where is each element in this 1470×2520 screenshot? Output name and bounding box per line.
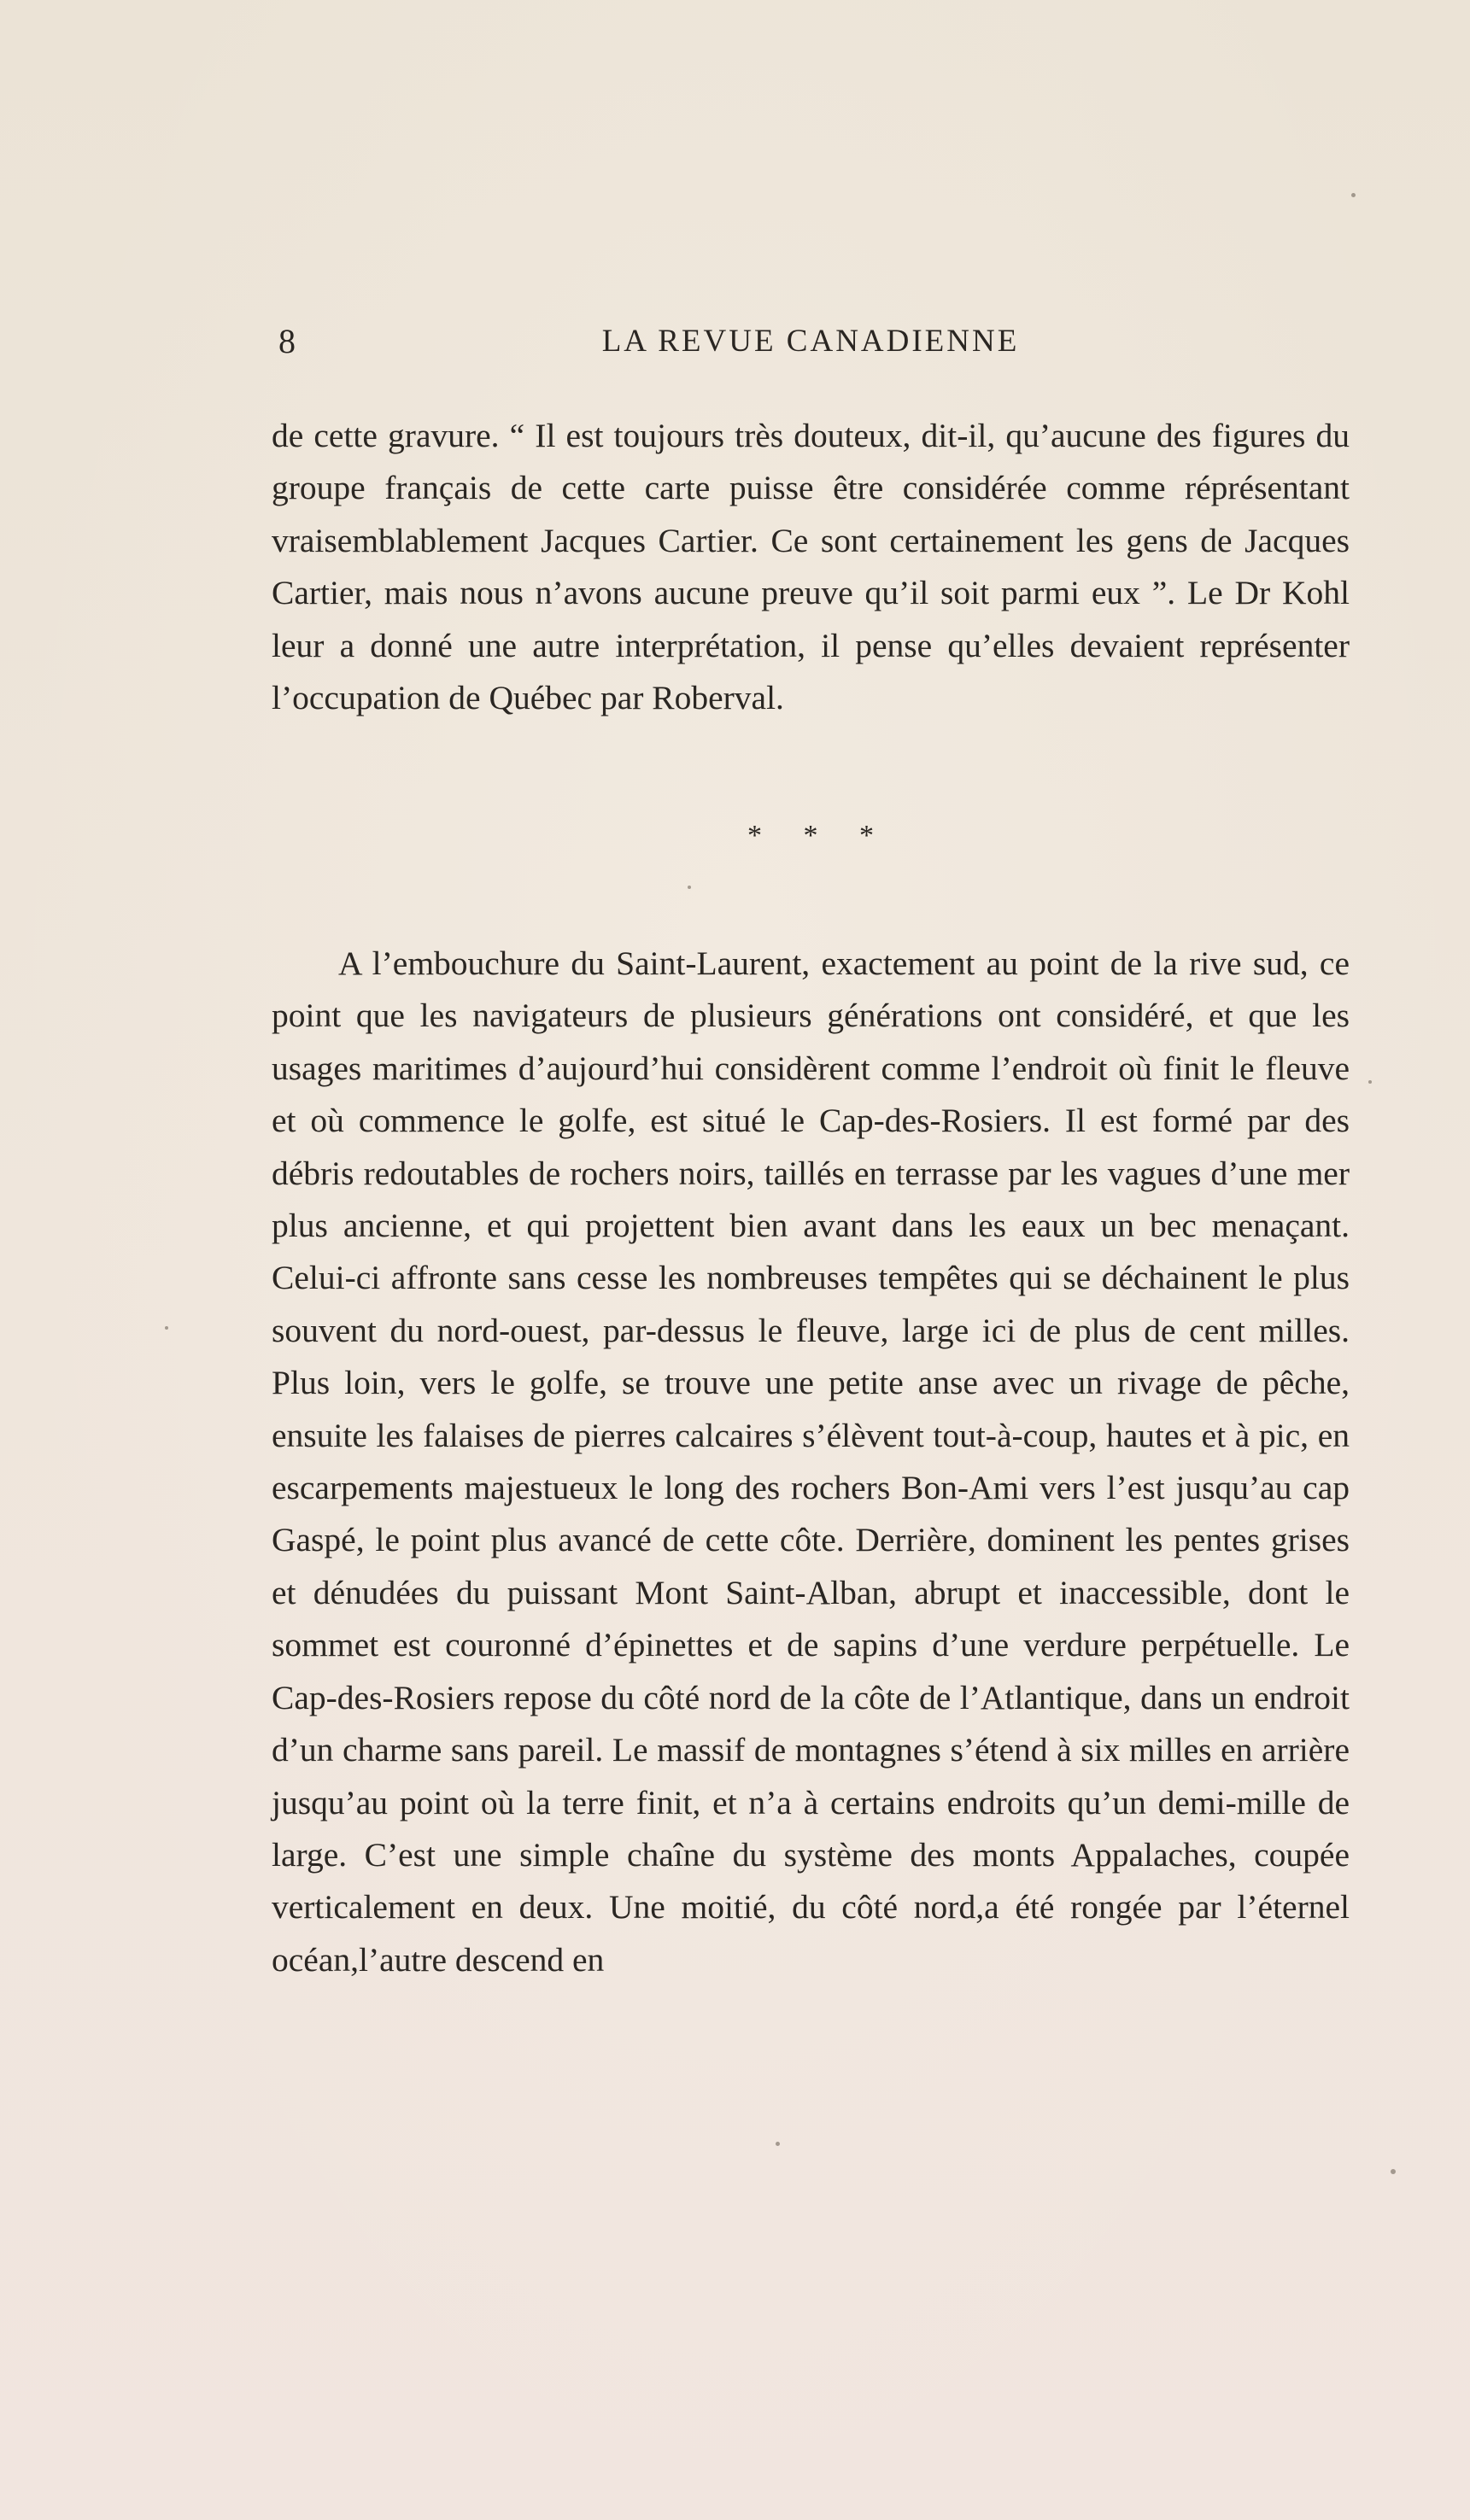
- section-separator: * * *: [747, 820, 891, 851]
- journal-title: LA REVUE CANADIENNE: [601, 324, 1020, 359]
- body-paragraph-2: [272, 938, 1350, 1986]
- paper-speck: [165, 1326, 168, 1330]
- paper-speck: [688, 886, 691, 889]
- paper-speck: [1391, 2169, 1396, 2174]
- paper-speck: [1351, 193, 1356, 197]
- paper-speck: [776, 2142, 780, 2146]
- paper-speck: [1368, 1080, 1372, 1084]
- paragraph-text: de cette gravure. “ Il est toujours très douteux, dit-il, qu’aucune des figures du groupe français de cette carte puisse être considérée comme réprésentant vraisemblablement Jacques Cartier. Ce sont certainement les gens de Jacques Cartier, mais nous n’avons aucune preuve qu’il soit parmi eux ”. Le Dr Kohl leur a donné une autre interprétation, il pense qu’elles devaient représenter l’occupation de Québec par Roberval.: [272, 417, 1350, 717]
- running-head: [272, 321, 1350, 365]
- body-paragraph-1: [272, 410, 1350, 724]
- paragraph-text: A l’embouchure du Saint-Laurent, exactement au point de la rive sud, ce point que les navigateurs de plusieurs générations ont considéré, et que les usages maritimes d’aujourd’hui considèrent comme l’endroit où finit le fleuve et où commence le golfe, est situé le Cap-des-Rosiers. Il est formé par des débris redoutables de rochers noirs, taillés en terrasse par les vagues d’une mer plus ancienne, et qui projettent bien avant dans les eaux un bec menaçant. Celui-ci affronte sans cesse les nombreuses tempêtes qui se déchainent le plus souvent du nord-ouest, par-dessus le fleuve, large ici de plus de cent milles. Plus loin, vers le golfe, se trouve une petite anse avec un rivage de pêche, ensuite les falaises de pierres calcaires s’élèvent tout-à-coup, hautes et à pic, en escarpements majestueux le long des rochers Bon-Ami vers l’est jusqu’au cap Gaspé, le point plus avancé de cette côte. Derrière, dominent les pentes grises et dénudées du puissant Mont Saint-Alban, abrupt et inaccessible, dont le sommet est couronné d’épinettes et de sapins d’une verdure perpétuelle. Le Cap-des-Rosiers repose du côté nord de la côte de l’Atlantique, dans un endroit d’un charme sans pareil. Le massif de montagnes s’étend à six milles en arrière jusqu’au point où la terre finit, et n’a à certains endroits qu’un demi-mille de large. C’est une simple chaîne du système des monts Appalaches, coupée verticalement en deux. Une moitié, du côté nord,a été rongée par l’éternel océan,l’autre descend en: [272, 944, 1350, 1979]
- page-number: 8: [278, 322, 296, 360]
